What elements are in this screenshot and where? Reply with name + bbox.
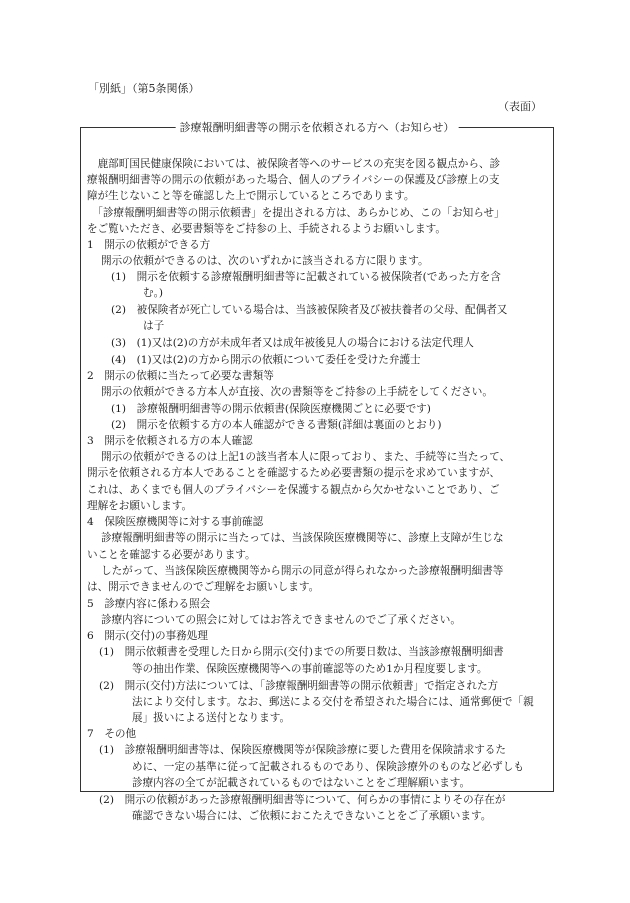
section-line: めに、一定の基準に従って記載されるものであり、保険診療外のものなど必ずしも [132, 761, 524, 773]
section-line: (2) 開示の依頼があった診療報酬明細書等について、何らかの事情によりその存在が [99, 794, 506, 806]
side-label: （表面） [498, 100, 542, 113]
section-line: 理解をお願いします。 [87, 500, 193, 512]
section-line: (4) (1)又は(2)の方から開示の依頼について委任を受けた弁護士 [111, 354, 421, 366]
section-line: 確認できない場合には、ご依頼におこたえできないことをご了承願います。 [132, 810, 492, 822]
section-line: (1) 診療報酬明細書等は、保険医療機関等が保険診療に要した費用を保険請求するた [99, 744, 506, 756]
section-line: (2) 開示(交付)方法については、「診療報酬明細書等の開示依頼書」で指定された方 [99, 680, 499, 692]
section-heading: 6 開示(交付)の事務処理 [87, 630, 208, 642]
intro-line: 「診療報酬明細書等の開示依頼書」を提出される方は、あらかじめ、この「お知らせ」 [87, 207, 505, 219]
section-line: は、開示できませんのでご理解をお願いします。 [87, 581, 320, 593]
intro-line: 療報酬明細書等の開示の依頼があった場合、個人のプライバシーの保護及び診療上の支 [87, 174, 500, 186]
section-line: (1) 開示を依頼する診療報酬明細書等に記載されている被保険者(であった方を含 [111, 271, 501, 283]
section-heading: 3 開示を依頼される方の本人確認 [87, 435, 253, 447]
section-line: 診療内容の全てが記載されているものではないことをご理解願います。 [132, 777, 471, 789]
section-line: 法により交付します。なお、郵送による交付を希望された場合には、通常郵便で「親 [132, 696, 534, 708]
intro-line: 障が生じないこと等を確認した上で開示しているところであります。 [87, 190, 415, 202]
section-line: (1) 診療報酬明細書等の開示依頼書(保険医療機関ごとに必要です) [111, 403, 431, 415]
section-line: 開示の依頼ができるのは上記1の該当者本人に限っており、また、手続等に当たって、 [101, 451, 511, 463]
section-line: 開示の依頼ができるのは、次のいずれかに該当される方に限ります。 [101, 255, 429, 267]
intro-line: をご覧いただき、必要書類等をご持参の上、手続されるようお願いします。 [87, 223, 446, 235]
section-line: 診療内容についての照会に対してはお答えできませんのでご了承ください。 [101, 614, 461, 626]
section-heading: 2 開示の依頼に当たって必要な書類等 [87, 370, 274, 382]
section-line: 開示を依頼される方本人であることを確認するため必要書類の提示を求めていますが、 [87, 467, 501, 479]
section-line: したがって、当該保険医療機関等から開示の同意が得られなかった診療報酬明細書等 [101, 565, 504, 577]
section-heading: 4 保険医療機関等に対する事前確認 [87, 516, 264, 528]
section-line: は子 [143, 320, 165, 332]
intro-line: 鹿部町国民健康保険においては、被保険者等へのサービスの充実を図る観点から、診 [87, 158, 501, 170]
section-line: 診療報酬明細書等の開示に当たっては、当該保険医療機関等に、診療上支障が生じな [101, 532, 504, 544]
section-line: む。) [143, 287, 164, 299]
section-line: (3) (1)又は(2)の方が未成年者又は成年被後見人の場合における法定代理人 [111, 337, 474, 349]
section-line: いことを確認する必要があります。 [87, 549, 256, 561]
section-line: (2) 開示を依頼する方の本人確認ができる書類(詳細は裏面のとおり) [111, 419, 442, 431]
section-line: (1) 開示依頼書を受理した日から開示(交付)までの所要日数は、当該診療報酬明細書 [99, 646, 504, 658]
section-heading: 1 開示の依頼ができる方 [87, 239, 211, 251]
section-line: (2) 被保険者が死亡している場合は、当該被保険者及び被扶養者の父母、配偶者又 [111, 304, 508, 316]
section-line: 展」扱いによる送付となります。 [132, 712, 291, 724]
section-line: 等の抽出作業、保険医療機関等への事前確認等のため1か月程度要します。 [132, 663, 488, 675]
section-line: これは、あくまでも個人のプライバシーを保護する観点から欠かせないことであり、ご [87, 484, 500, 496]
section-heading: 7 その他 [87, 728, 137, 740]
section-line: 開示の依頼ができる方本人が直接、次の書類等をご持参の上手続をしてください。 [101, 386, 493, 398]
annex-label: 「別紙」（第5条関係） [88, 82, 200, 95]
notice-box [80, 121, 554, 822]
section-heading: 5 診療内容に係わる照会 [87, 598, 211, 610]
notice-title: 診療報酬明細書等の開示を依頼される方へ（お知らせ） [176, 119, 459, 135]
